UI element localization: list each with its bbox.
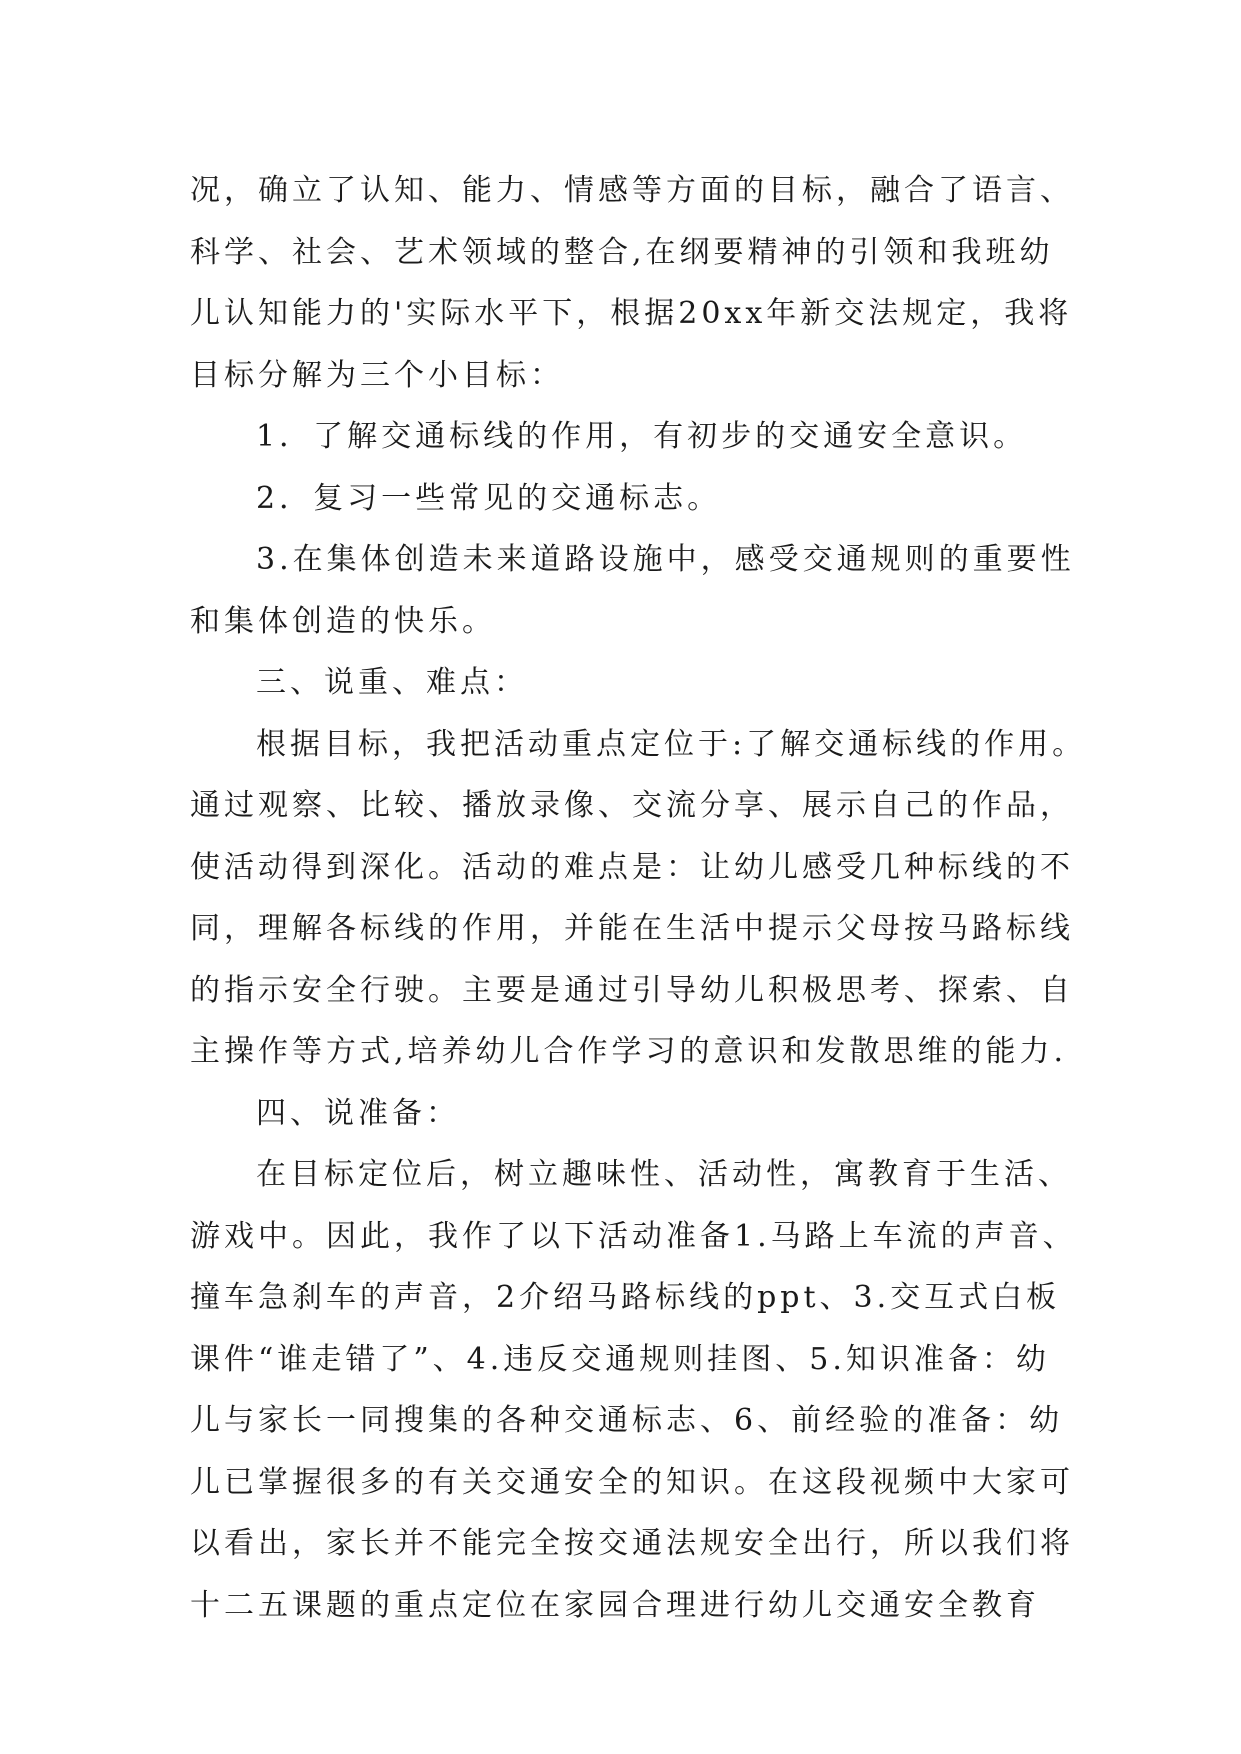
text-line: 同，理解各标线的作用，并能在生活中提示父母按马路标线	[190, 911, 1074, 946]
text-line: 儿已掌握很多的有关交通安全的知识。在这段视频中大家可	[190, 1464, 1074, 1500]
text-line: 根据目标，我把活动重点定位于:了解交通标线的作用。	[256, 726, 1087, 762]
text-line: 目标分解为三个小目标：	[190, 357, 564, 393]
text-line: 使活动得到深化。活动的难点是：让幼儿感受几种标线的不	[190, 849, 1074, 885]
text-line: 在目标定位后，树立趣味性、活动性，寓教育于生活、	[256, 1157, 1072, 1192]
text-line: 和集体创造的快乐。	[190, 603, 496, 639]
text-line: 撞车急刹车的声音，2介绍马路标线的ppt、3.交互式白板	[190, 1280, 1061, 1315]
text-line: 以看出，家长并不能完全按交通法规安全出行，所以我们将	[190, 1526, 1074, 1561]
text-line: 游戏中。因此，我作了以下活动准备1.马路上车流的声音、	[190, 1218, 1077, 1254]
text-line: 课件“谁走错了”、4.违反交通规则挂图、5.知识准备：幼	[190, 1341, 1050, 1377]
text-line: 1．了解交通标线的作用，有初步的交通安全意识。	[256, 419, 1028, 454]
document-body	[190, 160, 1087, 1636]
text-line: 三、说重、难点：	[256, 665, 528, 700]
text-line: 主操作等方式,培养幼儿合作学习的意识和发散思维的能力.	[190, 1034, 1068, 1069]
text-line: 2．复习一些常见的交通标志。	[256, 480, 722, 516]
text-line: 3.在集体创造未来道路设施中，感受交通规则的重要性	[256, 542, 1075, 577]
text-line: 四、说准备：	[256, 1095, 460, 1131]
text-line: 的指示安全行驶。主要是通过引导幼儿积极思考、探索、自	[190, 972, 1074, 1008]
text-line: 十二五课题的重点定位在家园合理进行幼儿交通安全教育	[190, 1587, 1040, 1623]
text-line: 科学、社会、艺术领域的整合,在纲要精神的引领和我班幼	[190, 234, 1054, 270]
text-line: 儿与家长一同搜集的各种交通标志、6、前经验的准备：幼	[190, 1403, 1064, 1438]
text-line: 儿认知能力的'实际水平下，根据20xx年新交法规定，我将	[190, 296, 1073, 331]
text-line: 通过观察、比较、播放录像、交流分享、展示自己的作品，	[190, 788, 1074, 823]
text-line: 况，确立了认知、能力、情感等方面的目标，融合了语言、	[190, 173, 1074, 208]
